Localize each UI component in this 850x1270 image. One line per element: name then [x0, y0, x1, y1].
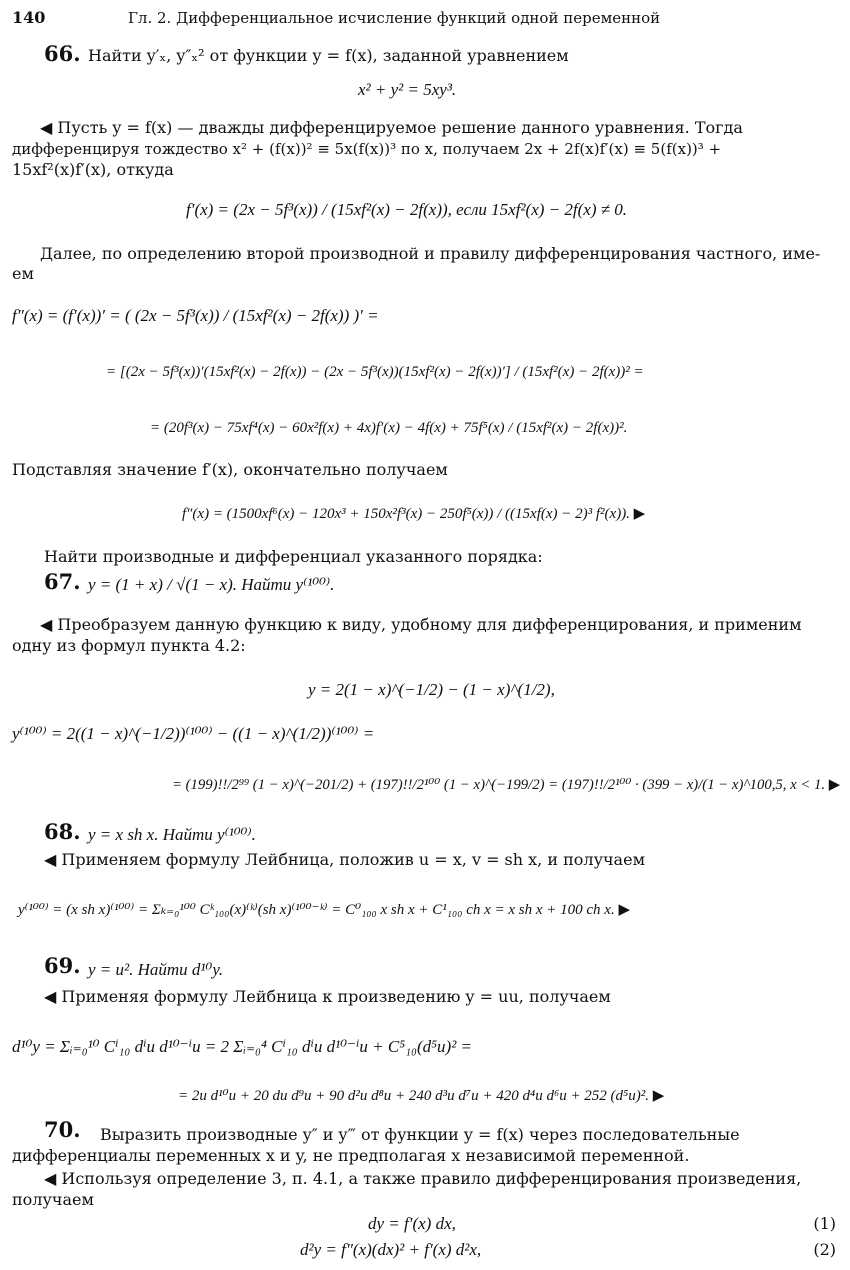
problem-68-number: 68. — [44, 819, 81, 844]
problem-67-equation-3: = (199)!!/2⁹⁹ (1 − x)^(−201/2) + (197)!!/2¹⁰⁰ (1 − x)^(−199/2) = (197)!!/2¹⁰⁰ · (399 − x)/(1 − x)^100,5, x < 1. ▶ — [172, 777, 841, 793]
problem-67-statement: y = (1 + x) / √(1 − x). Найти y⁽¹⁰⁰⁾. — [88, 575, 335, 594]
problem-67-solution-line-2: одну из формул пункта 4.2: — [12, 636, 246, 655]
problem-69-number: 69. — [44, 953, 81, 978]
formula-f-prime: f′(x) = (2x − 5f³(x)) / (15xf²(x) − 2f(x)), если 15xf²(x) − 2f(x) ≠ 0. — [186, 200, 628, 219]
problem-66-number: 66. — [44, 41, 81, 66]
problem-66-statement: Найти y′ₓ, y″ₓ² от функции y = f(x), заданной уравнением — [88, 46, 569, 65]
problem-69-solution-line-1: ◀ Применяя формулу Лейбница к произведению y = uu, получаем — [44, 987, 611, 1006]
problem-68-solution-line-1: ◀ Применяем формулу Лейбница, положив u = x, v = sh x, и получаем — [44, 850, 646, 869]
problem-70-number: 70. — [44, 1117, 81, 1142]
problem-68-equation: y⁽¹⁰⁰⁾ = (x sh x)⁽¹⁰⁰⁾ = Σₖ₌₀¹⁰⁰ Cᵏ₁₀₀(x)⁽ᵏ⁾(sh x)⁽¹⁰⁰⁻ᵏ⁾ = C⁰₁₀₀ x sh x + C¹₁₀₀ ch x = x sh x + 100 ch x. ▶ — [18, 902, 631, 918]
chapter-title: Гл. 2. Дифференциальное исчисление функций одной переменной — [128, 9, 661, 27]
problem-70-equation-2: d²y = f″(x)(dx)² + f′(x) d²x, — [300, 1240, 482, 1259]
formula-f-second-line-3: = (20f³(x) − 75xf⁴(x) − 60x²f(x) + 4x)f′(x) − 4f(x) + 75f⁵(x) / (15xf²(x) − 2f(x))². — [150, 420, 628, 436]
problem-66-solution-line-1: ◀ Пусть y = f(x) — дважды дифференцируемое решение данного уравнения. Тогда — [40, 118, 743, 137]
problem-70-equation-1: dy = f′(x) dx, — [368, 1214, 456, 1233]
problem-70-equation-1-tag: (1) — [813, 1214, 836, 1233]
problem-69-equation-2: = 2u d¹⁰u + 20 du d⁹u + 90 d²u d⁸u + 240 d³u d⁷u + 420 d⁴u d⁶u + 252 (d⁵u)². ▶ — [178, 1088, 665, 1104]
problem-67-solution-line-1: ◀ Преобразуем данную функцию к виду, удобному для дифференцирования, и применим — [40, 615, 802, 634]
problem-66-text-next-1: Далее, по определению второй производной и правилу дифференцирования частного, име- — [40, 244, 821, 263]
problem-66-solution-line-2: дифференцируя тождество x² + (f(x))² ≡ 5x(f(x))³ по x, получаем 2x + 2f(x)f′(x) ≡ 5(f(x))³ + — [12, 140, 722, 158]
section-intro: Найти производные и дифференциал указанного порядка: — [44, 547, 543, 566]
problem-69-statement: y = u². Найти d¹⁰y. — [88, 960, 224, 979]
problem-66-text-next-2: ем — [12, 264, 34, 283]
formula-f-second-line-2: = [(2x − 5f³(x))′(15xf²(x) − 2f(x)) − (2x − 5f³(x))(15xf²(x) − 2f(x))′] / (15xf²(x) − 2f(x))² = — [106, 364, 644, 380]
problem-68-statement: y = x sh x. Найти y⁽¹⁰⁰⁾. — [88, 825, 256, 844]
problem-66-solution-line-3: 15xf²(x)f′(x), откуда — [12, 160, 174, 179]
problem-66-substitution-text: Подставляя значение f′(x), окончательно получаем — [12, 460, 448, 479]
problem-70-solution-line-2: получаем — [12, 1190, 94, 1209]
problem-70-solution-line-1: ◀ Используя определение 3, п. 4.1, а также правило дифференцирования произведения, — [44, 1169, 802, 1188]
problem-70-statement-line-2: дифференциалы переменных x и y, не предполагая x независимой переменной. — [12, 1146, 690, 1165]
problem-66-equation: x² + y² = 5xy³. — [358, 80, 457, 99]
problem-67-equation-1: y = 2(1 − x)^(−1/2) − (1 − x)^(1/2), — [308, 680, 555, 699]
problem-70-equation-2-tag: (2) — [813, 1240, 836, 1259]
page-number: 140 — [12, 8, 46, 27]
problem-69-equation-1: d¹⁰y = Σᵢ₌₀¹⁰ Cⁱ₁₀ dⁱu d¹⁰⁻ⁱu = 2 Σᵢ₌₀⁴ Cⁱ₁₀ dⁱu d¹⁰⁻ⁱu + C⁵₁₀(d⁵u)² = — [12, 1037, 473, 1056]
formula-f-second-line-1: f″(x) = (f′(x))′ = ( (2x − 5f³(x)) / (15xf²(x) − 2f(x)) )′ = — [12, 306, 379, 325]
problem-67-equation-2: y⁽¹⁰⁰⁾ = 2((1 − x)^(−1/2))⁽¹⁰⁰⁾ − ((1 − x)^(1/2))⁽¹⁰⁰⁾ = — [12, 724, 375, 743]
formula-f-second-final: f″(x) = (1500xf⁶(x) − 120x³ + 150x²f³(x) − 250f⁵(x)) / ((15xf(x) − 2)³ f²(x)). ▶ — [182, 506, 646, 522]
problem-67-number: 67. — [44, 569, 81, 594]
problem-70-statement-line-1: Выразить производные y″ и y‴ от функции y = f(x) через последовательные — [100, 1125, 740, 1144]
